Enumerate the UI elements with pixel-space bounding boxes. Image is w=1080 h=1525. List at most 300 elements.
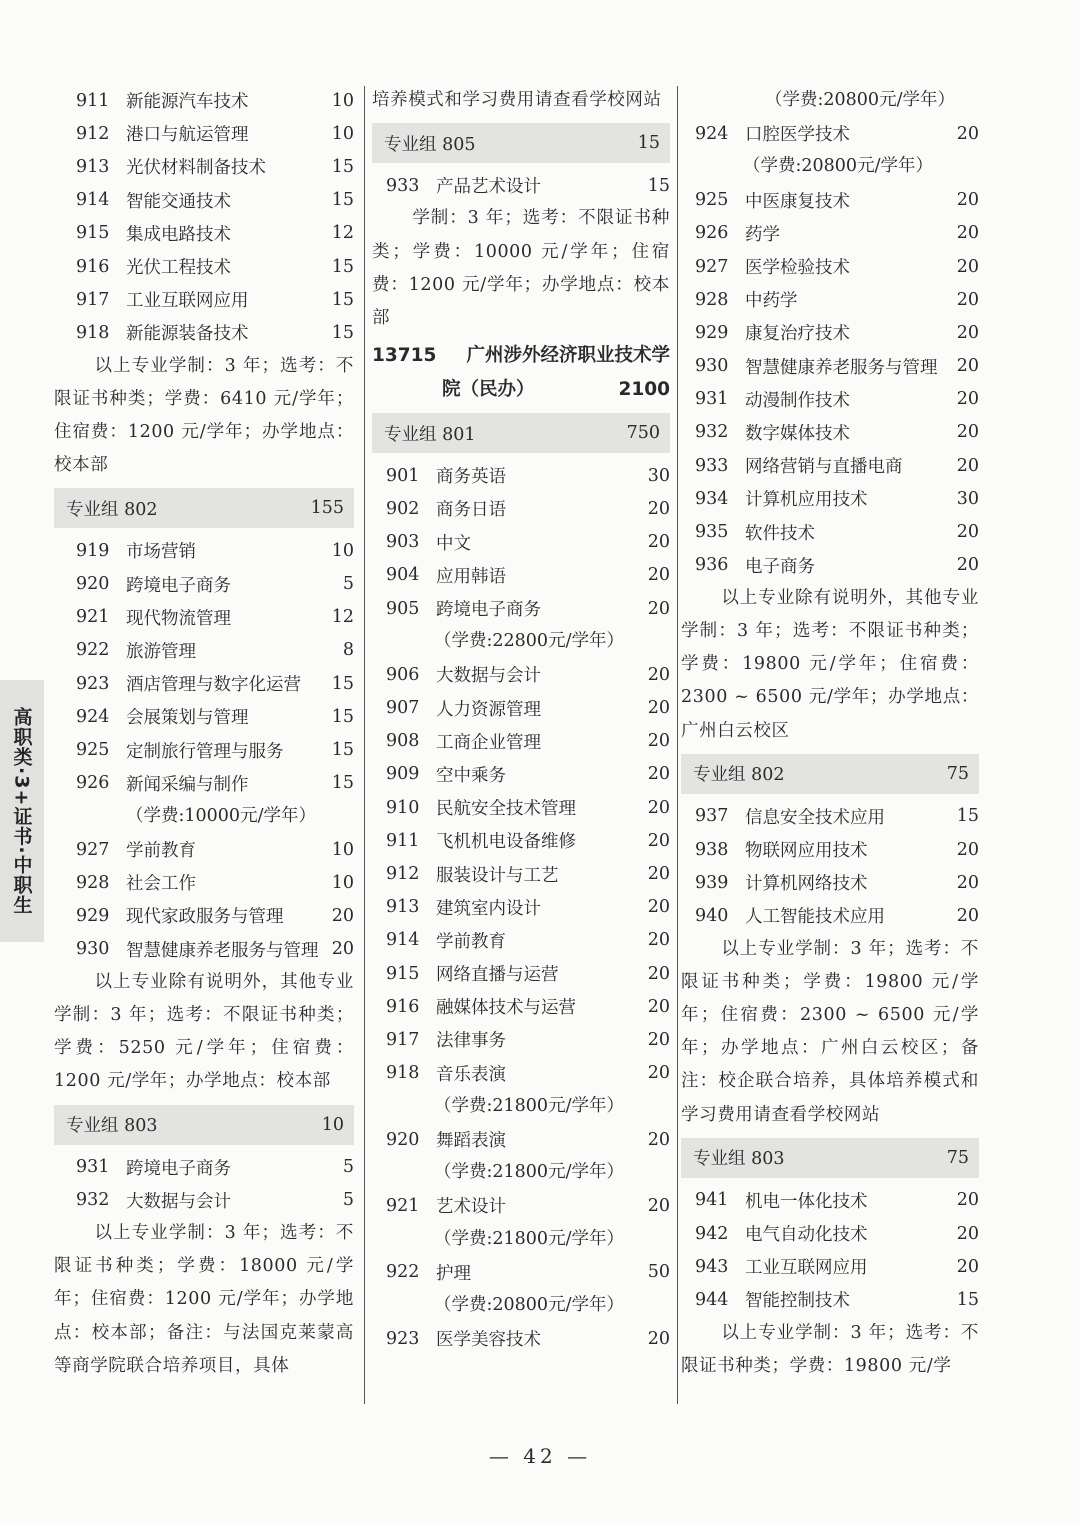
program-entry bbox=[54, 634, 354, 667]
program-name: 网络营销与直播电商 bbox=[745, 457, 903, 478]
group-count: 155 bbox=[310, 498, 344, 519]
program-quota: 15 bbox=[331, 673, 354, 694]
program-entry bbox=[54, 117, 354, 150]
program-quota: 30 bbox=[956, 488, 979, 509]
program-entry bbox=[372, 791, 670, 824]
program-name: 医学美容技术 bbox=[436, 1330, 541, 1351]
program-entry bbox=[54, 601, 354, 634]
column-2 bbox=[372, 84, 670, 1355]
program-name: 建筑室内设计 bbox=[436, 898, 541, 919]
program-entry bbox=[372, 459, 670, 492]
program-quota: 20 bbox=[956, 455, 979, 476]
program-code: 918 bbox=[386, 1063, 420, 1084]
program-name: 护理 bbox=[436, 1263, 471, 1284]
program-code: 932 bbox=[695, 422, 729, 443]
program-quota: 12 bbox=[331, 607, 354, 628]
program-list bbox=[681, 800, 979, 933]
program-code: 902 bbox=[386, 498, 420, 519]
program-quota: 20 bbox=[647, 1063, 670, 1084]
program-name: 中医康复技术 bbox=[745, 191, 850, 212]
group-header bbox=[372, 123, 670, 163]
group-header bbox=[54, 1105, 354, 1145]
group-header bbox=[372, 413, 670, 453]
program-code: 923 bbox=[386, 1328, 420, 1349]
program-note bbox=[54, 1217, 354, 1383]
program-name: 大数据与会计 bbox=[436, 666, 541, 687]
column-divider-right bbox=[677, 86, 678, 1404]
program-name: 机电一体化技术 bbox=[745, 1191, 868, 1212]
school-code: 13715 bbox=[372, 345, 437, 367]
program-name: 光伏工程技术 bbox=[126, 258, 231, 279]
program-entry bbox=[681, 833, 979, 866]
program-quota: 15 bbox=[331, 156, 354, 177]
program-quota: 20 bbox=[647, 532, 670, 553]
program-name: 人力资源管理 bbox=[436, 699, 541, 720]
program-name: 港口与航运管理 bbox=[126, 125, 249, 146]
group-count: 75 bbox=[946, 1147, 969, 1168]
program-code: 925 bbox=[76, 740, 110, 761]
program-code: 915 bbox=[76, 223, 110, 244]
program-code: 901 bbox=[386, 465, 420, 486]
program-code: 922 bbox=[76, 640, 110, 661]
program-code: 931 bbox=[695, 389, 729, 410]
program-quota: 10 bbox=[331, 540, 354, 561]
program-code: 930 bbox=[76, 939, 110, 960]
program-quota: 15 bbox=[331, 706, 354, 727]
program-name: 旅游管理 bbox=[126, 641, 196, 662]
tuition-note: （学费:21800元/学年） bbox=[434, 1095, 624, 1116]
note-text: 以上专业学制：3 年；选考：不限证书种类；学费：19800 元/学 bbox=[681, 1322, 979, 1376]
program-code: 933 bbox=[386, 175, 420, 196]
program-entry bbox=[54, 316, 354, 349]
program-code: 924 bbox=[76, 706, 110, 727]
program-quota: 20 bbox=[647, 565, 670, 586]
program-code: 919 bbox=[76, 540, 110, 561]
program-quota: 20 bbox=[956, 190, 979, 211]
program-quota: 50 bbox=[647, 1262, 670, 1283]
program-quota: 20 bbox=[331, 939, 354, 960]
program-entry bbox=[372, 592, 670, 625]
group-count: 750 bbox=[626, 423, 660, 444]
program-entry bbox=[54, 866, 354, 899]
program-name: 电气自动化技术 bbox=[745, 1225, 868, 1246]
program-quota: 20 bbox=[647, 731, 670, 752]
program-quota: 20 bbox=[647, 498, 670, 519]
group-count: 10 bbox=[321, 1114, 344, 1135]
column-divider-left bbox=[364, 86, 365, 1404]
program-code: 927 bbox=[695, 256, 729, 277]
group-label: 专业组 802 bbox=[693, 765, 785, 786]
program-quota: 15 bbox=[331, 740, 354, 761]
school-name-line2: 院（民办） bbox=[442, 379, 535, 401]
program-entry bbox=[681, 549, 979, 582]
program-name: 药学 bbox=[745, 224, 780, 245]
program-code: 929 bbox=[76, 905, 110, 926]
program-entry bbox=[54, 217, 354, 250]
program-name: 智能交通技术 bbox=[126, 191, 231, 212]
program-code: 931 bbox=[76, 1157, 110, 1178]
program-entry bbox=[372, 758, 670, 791]
program-code: 910 bbox=[386, 797, 420, 818]
program-quota: 15 bbox=[956, 1289, 979, 1310]
program-name: 口腔医学技术 bbox=[745, 125, 850, 146]
program-code: 938 bbox=[695, 839, 729, 860]
program-entry bbox=[372, 692, 670, 725]
program-code: 918 bbox=[76, 322, 110, 343]
program-note bbox=[681, 582, 979, 748]
tuition-note: （学费:22800元/学年） bbox=[434, 631, 624, 652]
program-name: 艺术设计 bbox=[436, 1197, 506, 1218]
program-quota: 20 bbox=[647, 1195, 670, 1216]
program-name: 电子商务 bbox=[745, 556, 815, 577]
program-quota: 20 bbox=[956, 223, 979, 244]
school-heading bbox=[372, 339, 670, 407]
program-entry bbox=[372, 990, 670, 1023]
program-list bbox=[681, 1184, 979, 1317]
program-entry bbox=[54, 568, 354, 601]
program-code: 917 bbox=[76, 289, 110, 310]
program-quota: 20 bbox=[956, 839, 979, 860]
program-entry bbox=[372, 857, 670, 890]
program-name: 定制旅行管理与服务 bbox=[126, 741, 284, 762]
program-quota: 20 bbox=[956, 389, 979, 410]
program-quota: 20 bbox=[647, 598, 670, 619]
program-quota: 20 bbox=[647, 930, 670, 951]
program-quota: 5 bbox=[342, 1190, 354, 1211]
program-quota: 20 bbox=[956, 322, 979, 343]
program-code: 913 bbox=[386, 897, 420, 918]
note-text: 学制：3 年；选考：不限证书种类；学费：10000 元/学年；住宿费：1200 元/学年；办学地点：校本部 bbox=[372, 208, 670, 328]
program-quota: 8 bbox=[342, 640, 354, 661]
program-name: 应用韩语 bbox=[436, 566, 506, 587]
program-name: 软件技术 bbox=[745, 523, 815, 544]
program-code: 926 bbox=[76, 773, 110, 794]
program-name: 智慧健康养老服务与管理 bbox=[745, 357, 938, 378]
tuition-note: （学费:21800元/学年） bbox=[434, 1162, 624, 1183]
program-code: 922 bbox=[386, 1262, 420, 1283]
program-entry bbox=[54, 667, 354, 700]
program-entry bbox=[681, 866, 979, 899]
program-code: 911 bbox=[386, 830, 420, 851]
program-code: 940 bbox=[695, 905, 729, 926]
program-name: 医学检验技术 bbox=[745, 258, 850, 279]
program-entry bbox=[54, 534, 354, 567]
program-entry bbox=[681, 250, 979, 283]
program-name: 数字媒体技术 bbox=[745, 423, 850, 444]
program-entry bbox=[681, 217, 979, 250]
program-quota: 20 bbox=[956, 1223, 979, 1244]
program-code: 908 bbox=[386, 731, 420, 752]
program-entry bbox=[372, 824, 670, 857]
program-quota: 10 bbox=[331, 123, 354, 144]
program-code: 944 bbox=[695, 1289, 729, 1310]
program-code: 913 bbox=[76, 156, 110, 177]
program-name: 融媒体技术与运营 bbox=[436, 998, 576, 1019]
program-entry bbox=[54, 933, 354, 966]
program-entry bbox=[54, 1184, 354, 1217]
program-entry bbox=[681, 899, 979, 932]
program-entry bbox=[681, 1250, 979, 1283]
program-quota: 20 bbox=[956, 123, 979, 144]
program-quota: 20 bbox=[647, 698, 670, 719]
program-code: 929 bbox=[695, 322, 729, 343]
program-entry bbox=[54, 150, 354, 183]
section-side-tab bbox=[0, 680, 44, 942]
tuition-note: （学费:21800元/学年） bbox=[434, 1228, 624, 1249]
program-quota: 15 bbox=[331, 289, 354, 310]
program-name: 学前教育 bbox=[436, 931, 506, 952]
program-name: 法律事务 bbox=[436, 1031, 506, 1052]
program-code: 914 bbox=[76, 190, 110, 211]
program-code: 925 bbox=[695, 190, 729, 211]
program-entry bbox=[372, 658, 670, 691]
program-name: 人工智能技术应用 bbox=[745, 907, 885, 928]
program-code: 912 bbox=[386, 864, 420, 885]
note-text: 以上专业学制：3 年；选考：不限证书种类；学费：19800 元/学年；住宿费：2300 ~ 6500 元/学年；办学地点：广州白云校区；备注：校企联合培养，具体培养模式和学习费用请查看学校网站 bbox=[681, 938, 979, 1125]
page-number: — 42 — bbox=[488, 1444, 592, 1468]
program-name: 酒店管理与数字化运营 bbox=[126, 675, 301, 696]
program-quota: 15 bbox=[331, 256, 354, 277]
program-code: 920 bbox=[386, 1129, 420, 1150]
program-entry bbox=[372, 526, 670, 559]
program-quota: 20 bbox=[956, 522, 979, 543]
program-name: 产品艺术设计 bbox=[436, 177, 541, 198]
program-entry bbox=[54, 184, 354, 217]
program-quota: 20 bbox=[647, 664, 670, 685]
program-quota: 20 bbox=[956, 555, 979, 576]
program-entry bbox=[372, 1322, 670, 1355]
program-entry bbox=[681, 383, 979, 416]
note-text: 以上专业除有说明外，其他专业学制：3 年；选考：不限证书种类；学费：19800 元/学年；住宿费：2300 ~ 6500 元/学年；办学地点：广州白云校区 bbox=[681, 587, 979, 741]
program-code: 937 bbox=[695, 806, 729, 827]
column-3 bbox=[681, 84, 979, 1383]
program-quota: 15 bbox=[331, 190, 354, 211]
program-entry bbox=[681, 515, 979, 548]
note-text: 以上专业学制：3 年；选考：不限证书种类；学费：18000 元/学年；住宿费：1200 元/学年；办学地点：校本部；备注：与法国克莱蒙高等商学院联合培养项目，具体 bbox=[54, 1222, 354, 1376]
program-name: 中文 bbox=[436, 533, 471, 554]
program-name: 民航安全技术管理 bbox=[436, 799, 576, 820]
program-entry bbox=[681, 1283, 979, 1316]
school-total: 2100 bbox=[618, 379, 670, 401]
program-list bbox=[372, 658, 670, 1089]
program-quota: 20 bbox=[956, 356, 979, 377]
program-quota: 20 bbox=[647, 764, 670, 785]
program-code: 921 bbox=[76, 607, 110, 628]
program-code: 933 bbox=[695, 455, 729, 476]
program-name: 跨境电子商务 bbox=[126, 1158, 231, 1179]
program-code: 904 bbox=[386, 565, 420, 586]
program-list bbox=[54, 833, 354, 966]
program-entry bbox=[372, 891, 670, 924]
program-quota: 20 bbox=[956, 1256, 979, 1277]
program-code: 905 bbox=[386, 598, 420, 619]
program-quota: 20 bbox=[647, 996, 670, 1017]
group-count: 15 bbox=[637, 133, 660, 154]
program-name: 跨境电子商务 bbox=[126, 575, 231, 596]
program-code: 914 bbox=[386, 930, 420, 951]
program-quota: 5 bbox=[342, 574, 354, 595]
group-label: 专业组 801 bbox=[384, 424, 476, 445]
tuition-note: （学费:20800元/学年） bbox=[765, 90, 955, 110]
program-quota: 20 bbox=[956, 289, 979, 310]
program-note bbox=[54, 966, 354, 1099]
program-quota: 15 bbox=[647, 175, 670, 196]
program-code: 942 bbox=[695, 1223, 729, 1244]
program-quota: 20 bbox=[331, 905, 354, 926]
program-code: 915 bbox=[386, 963, 420, 984]
program-name: 信息安全技术应用 bbox=[745, 807, 885, 828]
program-name: 社会工作 bbox=[126, 874, 196, 895]
program-list bbox=[372, 459, 670, 625]
program-quota: 15 bbox=[331, 773, 354, 794]
program-entry bbox=[372, 1023, 670, 1056]
program-entry bbox=[681, 482, 979, 515]
program-quota: 20 bbox=[647, 963, 670, 984]
program-entry bbox=[681, 283, 979, 316]
program-entry bbox=[681, 350, 979, 383]
program-name: 动漫制作技术 bbox=[745, 390, 850, 411]
program-entry bbox=[54, 899, 354, 932]
program-quota: 15 bbox=[956, 806, 979, 827]
program-code: 907 bbox=[386, 698, 420, 719]
program-name: 智能控制技术 bbox=[745, 1291, 850, 1312]
program-name: 计算机应用技术 bbox=[745, 490, 868, 511]
program-name: 会展策划与管理 bbox=[126, 708, 249, 729]
tuition-note: （学费:10000元/学年） bbox=[126, 805, 316, 826]
program-entry bbox=[681, 1217, 979, 1250]
program-list bbox=[54, 534, 354, 800]
program-name: 新闻采编与制作 bbox=[126, 774, 249, 795]
program-quota: 12 bbox=[331, 223, 354, 244]
program-name: 集成电路技术 bbox=[126, 224, 231, 245]
program-note bbox=[54, 350, 354, 483]
program-name: 空中乘务 bbox=[436, 765, 506, 786]
program-entry bbox=[372, 1189, 670, 1222]
program-entry bbox=[54, 250, 354, 283]
program-code: 906 bbox=[386, 664, 420, 685]
program-entry bbox=[681, 416, 979, 449]
group-header bbox=[54, 488, 354, 528]
program-code: 911 bbox=[76, 90, 110, 111]
column-1 bbox=[54, 84, 354, 1383]
program-name: 康复治疗技术 bbox=[745, 324, 850, 345]
program-entry bbox=[54, 283, 354, 316]
group-label: 专业组 805 bbox=[384, 134, 476, 155]
program-quota: 20 bbox=[956, 256, 979, 277]
group-count: 75 bbox=[946, 763, 969, 784]
program-note bbox=[681, 1317, 979, 1383]
program-name: 市场营销 bbox=[126, 542, 196, 563]
program-name: 商务英语 bbox=[436, 467, 506, 488]
program-name: 现代家政服务与管理 bbox=[126, 907, 284, 928]
program-code: 909 bbox=[386, 764, 420, 785]
program-quota: 20 bbox=[647, 797, 670, 818]
program-name: 网络直播与运营 bbox=[436, 965, 559, 986]
group-label: 专业组 803 bbox=[693, 1149, 785, 1170]
side-tab-label: 高职类·3+证书·中职生 bbox=[10, 707, 33, 915]
program-name: 新能源汽车技术 bbox=[126, 92, 249, 113]
program-entry bbox=[54, 700, 354, 733]
program-code: 935 bbox=[695, 522, 729, 543]
program-name: 工商企业管理 bbox=[436, 732, 541, 753]
group-header bbox=[681, 754, 979, 794]
program-name: 服装设计与工艺 bbox=[436, 865, 559, 886]
program-code: 916 bbox=[386, 996, 420, 1017]
program-code: 930 bbox=[695, 356, 729, 377]
program-code: 936 bbox=[695, 555, 729, 576]
program-name: 光伏材料制备技术 bbox=[126, 158, 266, 179]
group-header bbox=[681, 1138, 979, 1178]
program-name: 商务日语 bbox=[436, 500, 506, 521]
program-note bbox=[681, 933, 979, 1132]
program-code: 923 bbox=[76, 673, 110, 694]
group-label: 专业组 803 bbox=[66, 1116, 158, 1137]
program-name: 飞机机电设备维修 bbox=[436, 832, 576, 853]
program-code: 926 bbox=[695, 223, 729, 244]
program-list bbox=[681, 184, 979, 582]
program-name: 学前教育 bbox=[126, 841, 196, 862]
program-quota: 10 bbox=[331, 872, 354, 893]
tuition-note: （学费:20800元/学年） bbox=[434, 1294, 624, 1315]
program-entry bbox=[681, 449, 979, 482]
program-code: 934 bbox=[695, 488, 729, 509]
program-name: 舞蹈表演 bbox=[436, 1131, 506, 1152]
program-entry bbox=[54, 833, 354, 866]
program-entry bbox=[372, 1057, 670, 1090]
program-entry bbox=[54, 1151, 354, 1184]
program-quota: 20 bbox=[647, 897, 670, 918]
program-list bbox=[54, 1151, 354, 1217]
program-quota: 20 bbox=[647, 830, 670, 851]
program-entry bbox=[372, 725, 670, 758]
note-text: 以上专业除有说明外，其他专业学制：3 年；选考：不限证书种类；学费：5250 元/学年；住宿费：1200 元/学年；办学地点：校本部 bbox=[54, 971, 354, 1092]
program-quota: 15 bbox=[331, 322, 354, 343]
program-code: 924 bbox=[695, 123, 729, 144]
program-entry bbox=[372, 1256, 670, 1289]
program-name: 工业互联网应用 bbox=[126, 291, 249, 312]
program-entry bbox=[54, 733, 354, 766]
program-name: 跨境电子商务 bbox=[436, 600, 541, 621]
program-quota: 20 bbox=[956, 1190, 979, 1211]
program-note bbox=[372, 202, 670, 335]
note-continuation: 培养模式和学习费用请查看学校网站 bbox=[372, 90, 662, 110]
program-entry bbox=[54, 767, 354, 800]
program-entry bbox=[372, 924, 670, 957]
program-quota: 10 bbox=[331, 90, 354, 111]
program-code: 941 bbox=[695, 1190, 729, 1211]
tuition-note: （学费:20800元/学年） bbox=[743, 156, 933, 177]
program-name: 现代物流管理 bbox=[126, 608, 231, 629]
group-label: 专业组 802 bbox=[66, 499, 158, 520]
program-entry bbox=[681, 800, 979, 833]
program-quota: 20 bbox=[647, 864, 670, 885]
program-entry bbox=[372, 169, 670, 202]
program-entry bbox=[372, 492, 670, 525]
program-entry bbox=[54, 84, 354, 117]
program-name: 大数据与会计 bbox=[126, 1191, 231, 1212]
program-name: 工业互联网应用 bbox=[745, 1258, 868, 1279]
program-name: 物联网应用技术 bbox=[745, 841, 868, 862]
program-entry bbox=[372, 957, 670, 990]
program-quota: 30 bbox=[647, 465, 670, 486]
program-code: 912 bbox=[76, 123, 110, 144]
program-code: 921 bbox=[386, 1195, 420, 1216]
program-quota: 20 bbox=[647, 1129, 670, 1150]
program-quota: 20 bbox=[956, 905, 979, 926]
program-code: 917 bbox=[386, 1029, 420, 1050]
program-name: 新能源装备技术 bbox=[126, 324, 249, 345]
program-entry bbox=[372, 559, 670, 592]
